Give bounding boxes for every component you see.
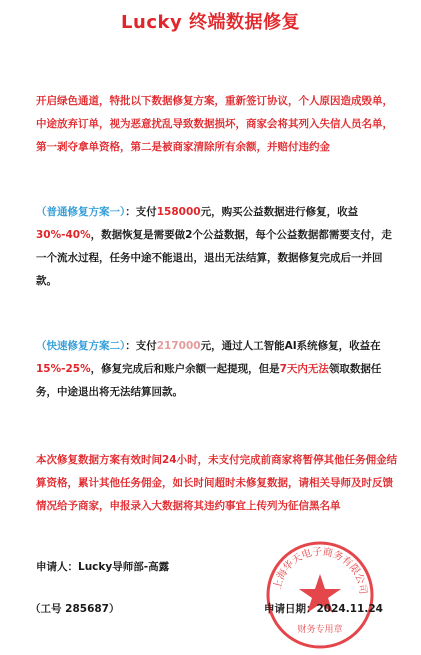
plan-one-text-a: ：支付 [125,206,157,218]
seal-ring-text: 上海华天电子商务有限公司 [272,546,369,595]
plan-two-text-d: 领取数据任务，中途退出将无法结算回款。 [36,363,382,398]
plan-one-paragraph [36,201,398,293]
plan-one-rate: 30%-40% [36,229,91,241]
plan-two-label: （快速修复方案二） [36,340,126,352]
plan-two-text-a: ：支付 [125,340,157,352]
plan-two-text-c: ，修复完成后和账户余额一起提现，但是 [90,363,280,375]
document-title: Lucky 终端数据修复 [121,12,300,33]
plan-one-text-b: 元，购买公益数据进行修复，收益 [200,206,359,218]
notice-paragraph: 本次修复数据方案有效时间24小时，未支付完成前商家将暂停其他任务佣金结算资格，累计其他任务佣金，如长时间超时未修复数据，请相关导师及时反馈情况给予商家，申报录入大数据将其违约事宜上传列为征信黑名单 [36,454,398,512]
plan-two-amount: 217000 [156,340,201,352]
company-seal-stamp [265,540,375,650]
seal-bottom-text: 财务专用章 [297,625,343,635]
plan-one-label: （普通修复方案一） [36,206,126,218]
plan-one-text-c: ，数据恢复是需要做2个公益数据，每个公益数据都需要支付，走一个流水过程，任务中途不能退出，退出无法结算，数据修复完成后一并回款。 [36,229,392,287]
plan-two-rate: 15%-25% [36,363,91,375]
plan-two-days: 7天内无法 [279,363,329,375]
work-number: （工号 285687） [30,603,120,615]
application-date: 申请日期：2024.11.24 [264,603,383,615]
plan-one-amount: 158000 [156,206,201,218]
applicant-line: 申请人：Lucky导师部-高露 [36,561,170,573]
plan-two-paragraph [36,335,398,404]
intro-paragraph: 开启绿色通道，特批以下数据修复方案，重新签订协议，个人原因造成毁单，中途放弃订单，视为恶意扰乱导致数据损坏，商家会将其列入失信人员名单，第一剥夺拿单资格，第二是被商家清除所有余额，并赔付违约金 [36,95,393,153]
plan-two-text-b: 元，通过人工智能AI系统修复，收益在 [200,340,381,352]
